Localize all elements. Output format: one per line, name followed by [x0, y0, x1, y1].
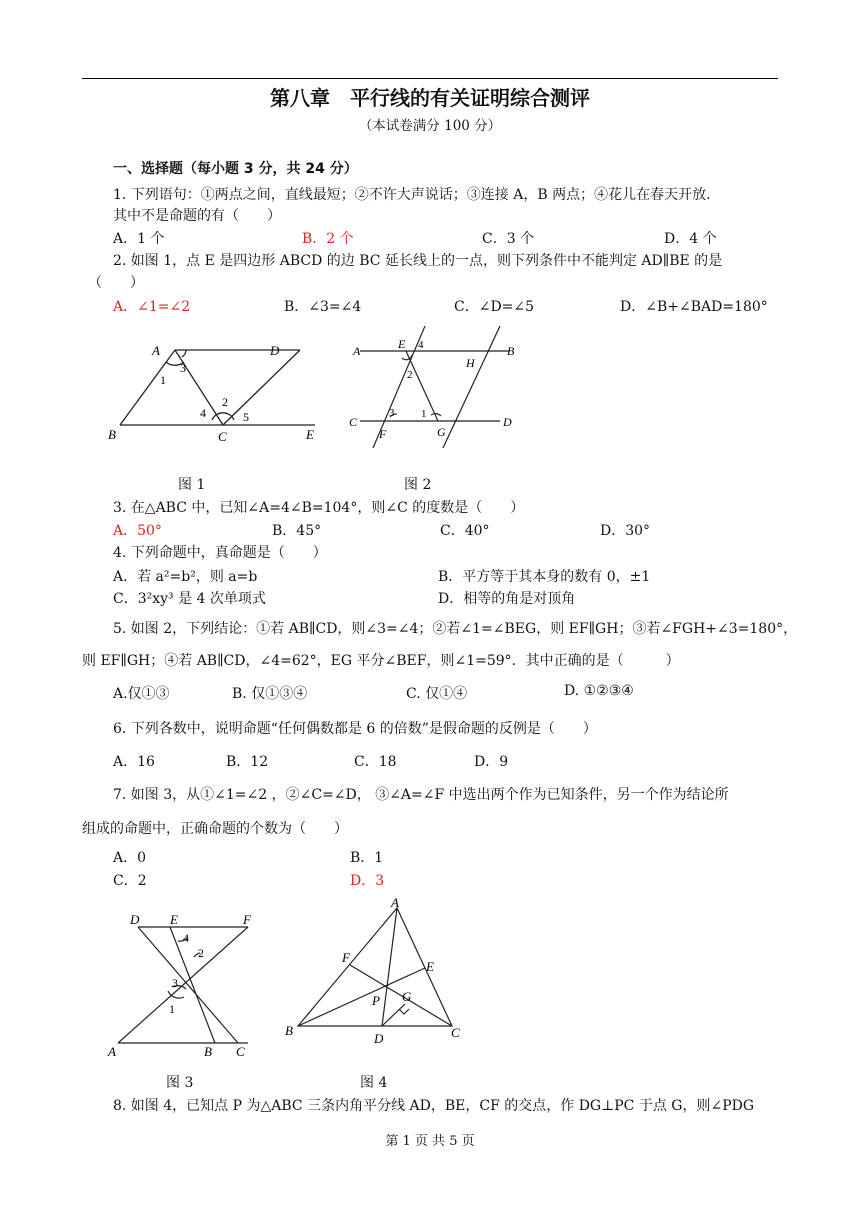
q7-option-b: B．1	[350, 850, 384, 866]
figure-1	[100, 335, 330, 450]
fig3-angle-2: 2	[198, 946, 204, 960]
q2-option-c: C．∠D=∠5	[454, 299, 535, 315]
q6-option-a: A．16	[113, 754, 155, 770]
figure-3-caption: 图 3	[166, 1075, 194, 1091]
fig3-label-D: D	[130, 912, 140, 927]
fig2-angle-4: 4	[418, 339, 424, 351]
fig1-angle-5: 5	[243, 410, 249, 424]
fig2-label-A: A	[353, 344, 361, 358]
q1-line1: 1. 下列语句：①两点之间，直线最短；②不许大声说话；③连接 A，B 两点；④花儿在春天开放.	[113, 187, 711, 203]
q3-option-c: C．40°	[440, 523, 490, 539]
fig2-angle-1: 1	[421, 408, 427, 420]
q5-option-c: C. 仅①④	[406, 686, 468, 702]
q1-option-c: C．3 个	[482, 231, 535, 247]
fig1-angle-2: 2	[222, 395, 228, 409]
fig4-label-G: G	[402, 989, 412, 1004]
q6-option-d: D．9	[474, 754, 509, 770]
fig1-label-C: C	[218, 429, 227, 444]
fig4-label-B: B	[285, 1023, 293, 1038]
fig4-label-C: C	[451, 1025, 460, 1040]
q2-line1: 2. 如图 1，点 E 是四边形 ABCD 的边 BC 延长线上的一点，则下列条件中不能判定 AD∥BE 的是	[113, 253, 723, 269]
q1-line2: 其中不是命题的有（ ）	[113, 208, 281, 224]
fig1-angle-3: 3	[180, 361, 186, 375]
q4-option-b: B．平方等于其本身的数有 0，±1	[438, 569, 651, 585]
q6-option-c: C．18	[354, 754, 397, 770]
q7-option-d-answer: D．3	[350, 873, 385, 889]
fig4-label-D: D	[374, 1031, 384, 1046]
fig2-label-F: F	[379, 427, 387, 441]
q8-line1: 8. 如图 4，已知点 P 为△ABC 三条内角平分线 AD，BE，CF 的交点，作 DG⊥PC 于点 G，则∠PDG	[113, 1098, 755, 1114]
fig2-label-H: H	[466, 356, 475, 370]
q7-line2: 组成的命题中，正确命题的个数为（ ）	[82, 821, 348, 837]
fig3-label-A: A	[108, 1044, 116, 1059]
figure-1-caption: 图 1	[178, 477, 206, 493]
q2-option-b: B．∠3=∠4	[284, 299, 362, 315]
figure-4-caption: 图 4	[360, 1075, 388, 1091]
q4-option-c: C．3²xy³ 是 4 次单项式	[113, 591, 266, 607]
page-subtitle: （本试卷满分 100 分）	[358, 118, 502, 134]
q7-option-a: A．0	[113, 850, 147, 866]
fig2-label-G: G	[437, 425, 446, 439]
q3-option-b: B．45°	[272, 523, 322, 539]
fig2-angle-2: 2	[407, 369, 413, 381]
fig1-label-E: E	[306, 427, 314, 442]
q5-option-b: B. 仅①③④	[232, 686, 308, 702]
q3-option-d: D．30°	[600, 523, 651, 539]
figure-2	[345, 318, 535, 453]
fig1-label-D: D	[270, 343, 280, 358]
fig2-label-C: C	[349, 415, 358, 429]
q6-option-b: B．12	[226, 754, 269, 770]
q1-option-d: D．4 个	[664, 231, 717, 247]
fig3-label-F: F	[243, 912, 251, 927]
figure-2-caption: 图 2	[404, 477, 432, 493]
figure-3	[100, 905, 260, 1065]
fig4-label-P: P	[372, 993, 380, 1008]
fig4-label-A: A	[391, 895, 399, 910]
fig1-angle-4: 4	[200, 406, 206, 420]
figure-4	[280, 893, 470, 1055]
fig4-label-E: E	[426, 959, 434, 974]
fig4-label-F: F	[342, 950, 350, 965]
q2-option-a-answer: A．∠1=∠2	[113, 299, 191, 315]
fig1-label-B: B	[108, 427, 116, 442]
fig2-label-B: B	[507, 344, 515, 358]
page-footer: 第 1 页 共 5 页	[385, 1134, 475, 1149]
fig3-label-C: C	[236, 1044, 245, 1059]
q2-option-d: D．∠B+∠BAD=180°	[620, 299, 768, 315]
header-rule	[82, 78, 778, 79]
fig3-angle-4: 4	[183, 931, 189, 945]
q3-line1: 3. 在△ABC 中，已知∠A=4∠B=104°，则∠C 的度数是（ ）	[113, 500, 525, 516]
fig2-label-E: E	[398, 337, 406, 351]
q5-option-a: A.仅①③	[113, 686, 170, 702]
q5-line1: 5. 如图 2，下列结论：①若 AB∥CD，则∠3=∠4；②若∠1=∠BEG，则 EF∥GH；③若∠FGH+∠3=180°，	[113, 621, 798, 637]
section-heading: 一、选择题（每小题 3 分，共 24 分）	[113, 161, 358, 177]
fig1-angle-1: 1	[160, 373, 166, 387]
page-title: 第八章 平行线的有关证明综合测评	[270, 86, 590, 110]
q4-option-d: D．相等的角是对顶角	[438, 591, 576, 607]
q6-line1: 6. 下列各数中，说明命题“任何偶数都是 6 的倍数”是假命题的反例是（ ）	[113, 721, 597, 737]
q1-option-a: A．1 个	[113, 231, 165, 247]
fig3-label-B: B	[204, 1044, 212, 1059]
fig2-angle-3: 3	[389, 407, 395, 419]
q7-line1: 7. 如图 3，从①∠1=∠2 ，②∠C=∠D， ③∠A=∠F 中选出两个作为已知条件，另一个作为结论所	[113, 787, 729, 803]
fig1-label-A: A	[152, 343, 160, 358]
q2-line2: （ ）	[88, 275, 144, 291]
q1-option-b-answer: B．2 个	[302, 231, 354, 247]
q4-line1: 4. 下列命题中，真命题是（ ）	[113, 545, 327, 561]
fig3-label-E: E	[170, 912, 178, 927]
q7-option-c: C．2	[113, 873, 147, 889]
q4-option-a: A．若 a²=b²，则 a=b	[113, 569, 258, 585]
fig2-label-D: D	[503, 415, 512, 429]
fig3-angle-1: 1	[169, 1002, 175, 1016]
fig3-angle-3: 3	[172, 976, 178, 990]
q5-option-d: D. ①②③④	[564, 683, 634, 699]
q5-line2: 则 EF∥GH；④若 AB∥CD，∠4=62°，EG 平分∠BEF，则∠1=59°．其中正确的是（ ）	[82, 653, 680, 669]
q3-option-a-answer: A．50°	[113, 523, 162, 539]
